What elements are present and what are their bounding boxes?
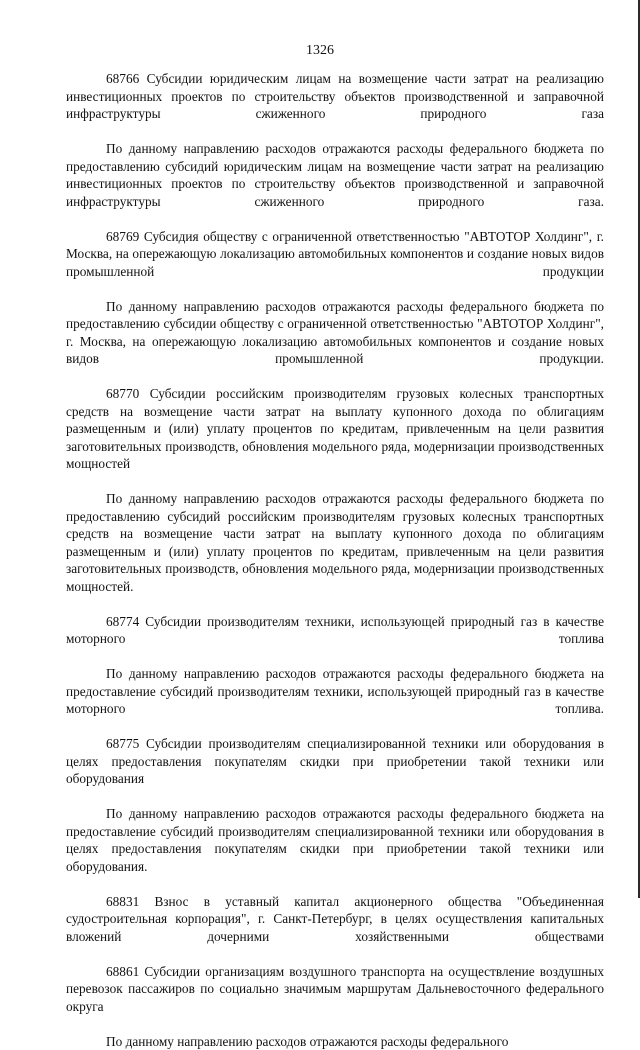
expense-item-68775: 68775 Субсидии производителям специализированной техники или оборудования в целях предоставления покупателям скидки при приобретении такой техники или оборудования xyxy=(66,735,604,805)
expense-item-68831: 68831 Взнос в уставный капитал акционерного общества "Объединенная судостроительная корпорация", г. Санкт-Петербург, в целях осуществления капитальных вложений дочерними хозяйственными обществами xyxy=(66,893,604,963)
expense-description-68769: По данному направлению расходов отражаются расходы федерального бюджета по предоставлению субсидии обществу с ограниченной ответственностью "АВТОТОР Холдинг", г. Москва, на опережающую локализацию автомобильных компонентов и создание новых видов промышленной продукции. xyxy=(66,298,604,386)
expense-description-68766: По данному направлению расходов отражаются расходы федерального бюджета по предоставлению субсидий юридическим лицам на возмещение части затрат на реализацию инвестиционных проектов по строительству объектов производственной и заправочной инфраструктуры сжиженного природного газа. xyxy=(66,140,604,228)
expense-item-68769: 68769 Субсидия обществу с ограниченной ответственностью "АВТОТОР Холдинг", г. Москва, на опережающую локализацию автомобильных компонентов и создание новых видов промышленной продукции xyxy=(66,228,604,298)
document-body xyxy=(66,70,604,1050)
expense-item-68770: 68770 Субсидии российским производителям грузовых колесных транспортных средств на возмещение части затрат на выплату купонного дохода по облигациям размещенным и (или) уплату процентов по кредитам, привлеченным на цели развития заготовительных производств, обновления модельного ряда, модернизации производственных мощностей xyxy=(66,385,604,490)
expense-description-68770: По данному направлению расходов отражаются расходы федерального бюджета по предоставлению субсидий российским производителям грузовых колесных транспортных средств на возмещение части затрат на выплату купонного дохода по облигациям размещенным и (или) уплату процентов по кредитам, привлеченным на цели развития заготовительных производств, обновления модельного ряда, модернизации производственных мощностей. xyxy=(66,490,604,613)
expense-description-68775: По данному направлению расходов отражаются расходы федерального бюджета на предоставление субсидий производителям специализированной техники или оборудования в целях предоставления покупателям скидки при приобретении такой техники или оборудования. xyxy=(66,805,604,893)
expense-item-68774: 68774 Субсидии производителям техники, использующей природный газ в качестве моторного топлива xyxy=(66,613,604,666)
expense-description-68774: По данному направлению расходов отражаются расходы федерального бюджета на предоставление субсидий производителям техники, использующей природный газ в качестве моторного топлива. xyxy=(66,665,604,735)
expense-item-68861: 68861 Субсидии организациям воздушного транспорта на осуществление воздушных перевозок пассажиров по социально значимым маршрутам Дальневосточного федерального округа xyxy=(66,963,604,1033)
expense-item-68766: 68766 Субсидии юридическим лицам на возмещение части затрат на реализацию инвестиционных проектов по строительству объектов производственной и заправочной инфраструктуры сжиженного природного газа xyxy=(66,70,604,140)
page-number: 1326 xyxy=(0,42,640,60)
expense-description-68861: По данному направлению расходов отражаются расходы федерального xyxy=(66,1033,604,1050)
